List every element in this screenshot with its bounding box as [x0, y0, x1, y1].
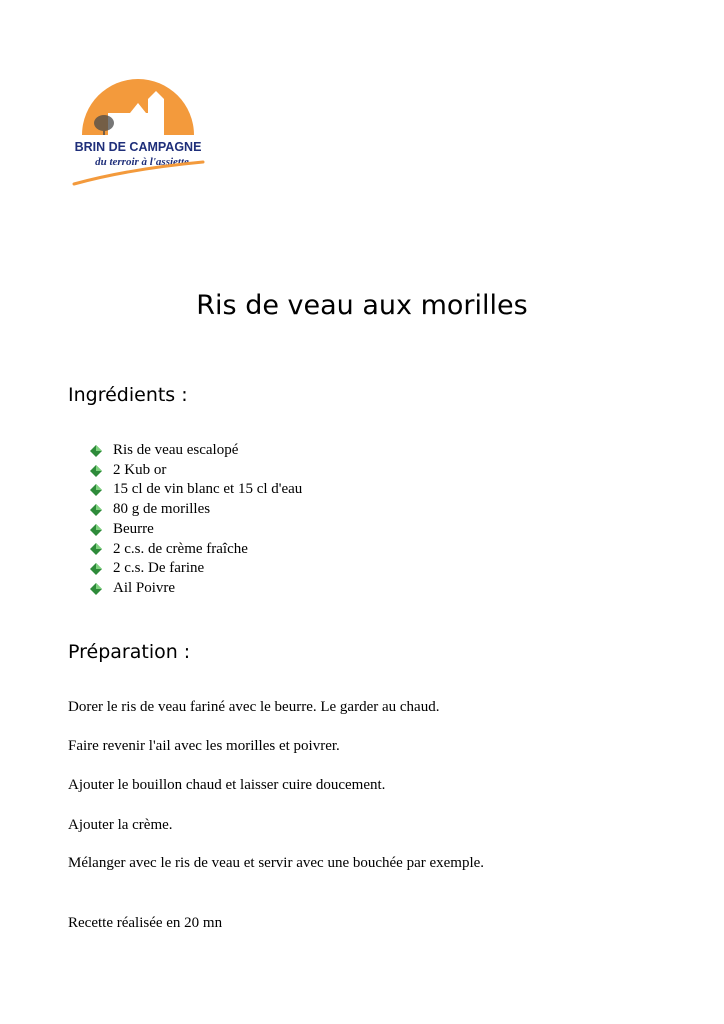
ingredients-list [90, 441, 302, 599]
green-diamond-icon [90, 445, 102, 457]
preparation-step: Ajouter le bouillon chaud et laisser cuire doucement. [68, 777, 386, 793]
recipe-time-note: Recette réalisée en 20 mn [68, 915, 223, 931]
list-item: 80 g de morilles [90, 500, 302, 520]
recipe-title-text: Ris de veau aux morilles [196, 290, 528, 321]
green-diamond-icon [90, 465, 102, 477]
list-item: 2 c.s. De farine [90, 559, 302, 579]
list-item: Beurre [90, 520, 302, 540]
preparation-step: Mélanger avec le ris de veau et servir avec une bouchée par exemple. [68, 855, 485, 871]
brand-logo [68, 65, 208, 190]
green-diamond-icon [90, 524, 102, 536]
preparation-heading: Préparation : [68, 641, 191, 663]
list-item: Ris de veau escalopé [90, 441, 302, 461]
green-diamond-icon [90, 543, 102, 555]
list-item: 2 Kub or [90, 461, 302, 481]
green-diamond-icon [90, 504, 102, 516]
list-item: 15 cl de vin blanc et 15 cl d'eau [90, 480, 302, 500]
logo-brand: BRIN DE CAMPAGNE [74, 140, 202, 154]
list-item: Ail Poivre [90, 579, 302, 599]
preparation-step: Faire revenir l'ail avec les morilles et poivrer. [68, 738, 340, 754]
green-diamond-icon [90, 563, 102, 575]
list-item: 2 c.s. de crème fraîche [90, 540, 302, 560]
preparation-step: Ajouter la crème. [68, 817, 173, 833]
green-diamond-icon [90, 484, 102, 496]
ingredients-heading: Ingrédients : [68, 384, 188, 406]
green-diamond-icon [90, 583, 102, 595]
preparation-step: Dorer le ris de veau fariné avec le beurre. Le garder au chaud. [68, 699, 440, 715]
logo-tagline: du terroir à l'assiette [95, 156, 189, 168]
recipe-title [0, 290, 724, 321]
